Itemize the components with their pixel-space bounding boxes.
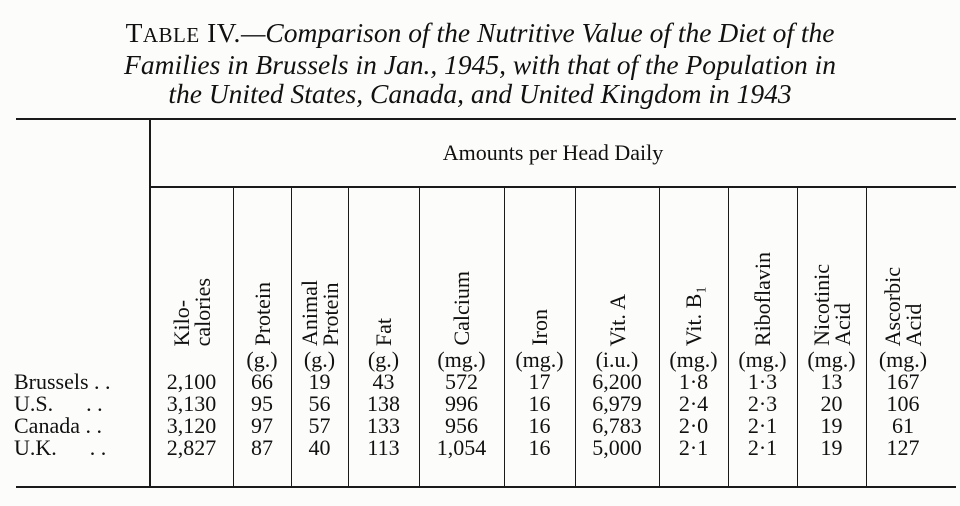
group-header: Amounts per Head Daily	[442, 140, 664, 165]
table-cell: 167	[886, 369, 920, 394]
column-header	[659, 196, 728, 346]
column-header	[150, 196, 233, 346]
table-cell: 996	[445, 391, 478, 416]
row-label: U.S. . .	[14, 391, 103, 416]
table-cell: 106	[886, 391, 920, 416]
column-header	[504, 196, 575, 346]
table-cell: 2,827	[166, 435, 217, 460]
table-cell: 20	[820, 391, 843, 416]
column-unit: (g.)	[367, 347, 400, 372]
column-header-label: Vit. A	[604, 293, 630, 346]
table-cell: 2,100	[166, 369, 217, 394]
column-header-label: Kilo- calories	[168, 277, 215, 346]
table-cell: 2·4	[678, 391, 709, 416]
column-unit: (mg.)	[807, 347, 856, 372]
title-line-1	[0, 18, 960, 50]
table-cell: 2·0	[678, 413, 709, 438]
column-header	[348, 196, 419, 346]
table-number: TABLE IV.	[125, 17, 241, 48]
row-label: Brussels . .	[14, 369, 111, 394]
column-unit: (mg.)	[437, 347, 486, 372]
table-cell: 19	[308, 369, 331, 394]
column-header-label: Protein	[249, 282, 275, 346]
table-cell: 6,979	[592, 391, 642, 416]
table-cell: 16	[528, 435, 551, 460]
table-cell: 57	[308, 413, 331, 438]
table-title	[0, 18, 960, 108]
table-cell: 97	[251, 413, 273, 438]
table-cell: 6,783	[592, 413, 642, 438]
column-unit: (mg.)	[738, 347, 787, 372]
top-rule	[16, 118, 956, 120]
table-cell: 95	[251, 391, 273, 416]
table-cell: 17	[528, 369, 551, 394]
title-line-2: Families in Brussels in Jan., 1945, with that of the Population in	[124, 49, 836, 80]
table-cell: 87	[251, 435, 273, 460]
table-cell: 19	[820, 435, 843, 460]
column-header	[728, 196, 797, 346]
table-cell: 6,200	[592, 369, 642, 394]
column-header-label: Iron	[527, 309, 552, 346]
table-cell: 19	[820, 413, 843, 438]
table-cell: 113	[367, 435, 400, 460]
title-text-1: —Comparison of the Nutritive Value of the Diet of the	[240, 17, 835, 48]
column-unit: (mg.)	[669, 347, 718, 372]
row-label: U.K. . .	[14, 435, 107, 460]
table-cell: 572	[445, 369, 478, 394]
table-cell: 13	[820, 369, 843, 394]
column-unit: (mg.)	[515, 347, 564, 372]
column-header-label: Vit. B₁	[681, 285, 706, 346]
table-cell: 2·1	[678, 435, 709, 460]
table-cell: 2·1	[747, 435, 778, 460]
table-cell: 3,120	[166, 413, 217, 438]
table-cell: 956	[445, 413, 478, 438]
column-header	[291, 196, 348, 346]
column-unit: (g.)	[246, 347, 278, 372]
table-cell: 1·3	[747, 369, 778, 394]
column-header-label: Riboflavin	[750, 251, 775, 346]
table-cell: 16	[528, 413, 551, 438]
table-cell: 1·8	[678, 369, 709, 394]
bottom-rule	[16, 486, 956, 488]
column-header	[419, 196, 504, 346]
table-cell: 43	[372, 369, 395, 394]
title-line-3: the United States, Canada, and United Kingdom in 1943	[168, 78, 792, 109]
column-header-label: Ascorbic Acid	[880, 266, 926, 346]
table-cell: 5,000	[592, 435, 642, 460]
column-unit: (i.u.)	[595, 347, 639, 372]
table-cell: 61	[892, 413, 914, 438]
table-cell: 2·1	[747, 413, 778, 438]
column-header	[575, 196, 659, 346]
table-cell: 40	[308, 435, 331, 460]
column-header	[233, 196, 291, 346]
column-header-label: Calcium	[449, 271, 474, 346]
table-cell: 127	[886, 435, 920, 460]
column-header-label: Nicotinic Acid	[808, 264, 855, 346]
column-header	[866, 196, 940, 346]
table-cell: 16	[528, 391, 551, 416]
column-header-label: Fat	[371, 317, 396, 346]
row-label: Canada . .	[14, 413, 102, 438]
table-cell: 66	[251, 369, 273, 394]
table-cell: 133	[367, 413, 400, 438]
column-header	[797, 196, 866, 346]
group-header-rule	[150, 186, 956, 188]
column-unit: (mg.)	[878, 347, 928, 372]
table-cell: 1,054	[436, 435, 487, 460]
table-cell: 56	[308, 391, 331, 416]
column-header-label: Animal Protein	[296, 280, 343, 346]
table-cell: 2·3	[747, 391, 778, 416]
column-unit: (g.)	[303, 347, 336, 372]
table-cell: 3,130	[166, 391, 217, 416]
table-cell: 138	[367, 391, 400, 416]
